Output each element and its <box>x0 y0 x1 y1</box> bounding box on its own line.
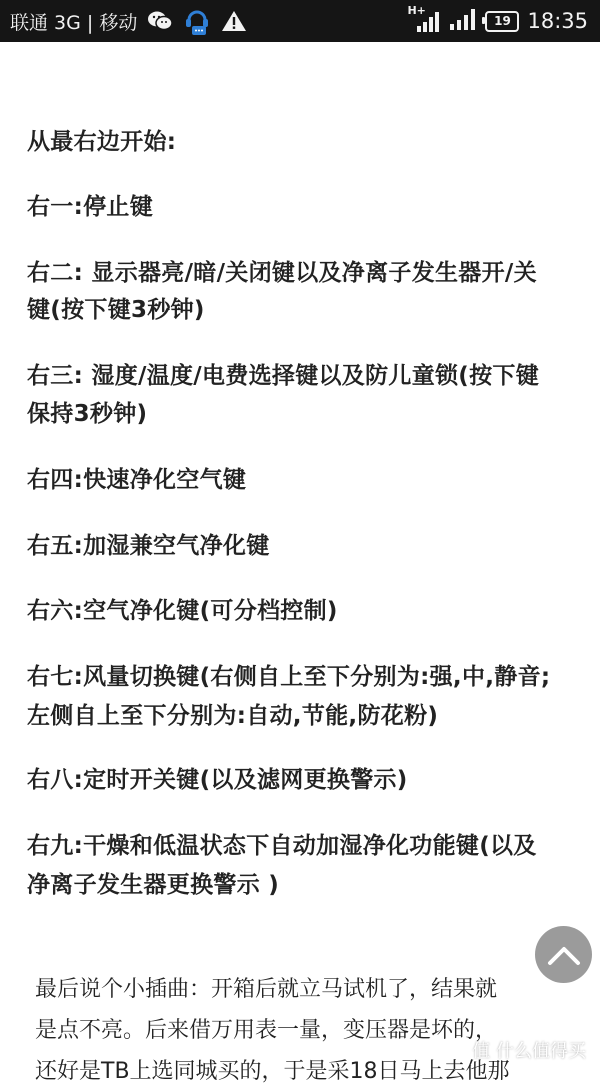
paragraph-line: 还好是TB上选同城买的，于是采18日马上去他那 <box>35 1059 510 1084</box>
article-line: 右五:加湿兼空气净化键 <box>27 533 270 559</box>
battery-level: 19 <box>494 14 511 28</box>
chevron-up-icon <box>547 944 581 966</box>
article-line: 右一:停止键 <box>27 194 153 220</box>
article-line: 右二: 显示器亮/暗/关闭键以及净离子发生器开/关 <box>27 260 537 286</box>
warning-icon <box>221 10 247 32</box>
status-right <box>399 0 588 42</box>
article-line: 右九:干燥和低温状态下自动加湿净化功能键(以及 <box>27 833 537 859</box>
status-bar <box>0 0 600 42</box>
article-line: 右六:空气净化键(可分档控制) <box>27 598 338 624</box>
status-left <box>10 0 247 42</box>
battery-icon <box>485 11 519 32</box>
article-line: 右四:快速净化空气键 <box>27 467 247 493</box>
paragraph-line: 最后说个小插曲：开箱后就立马试机了，结果就 <box>35 977 498 1002</box>
article-line: 右七:风量切换键(右侧自上至下分别为:强,中,静音; <box>27 664 551 690</box>
network-type-label: H+ <box>407 4 426 17</box>
signal-icon-2 <box>449 7 477 36</box>
clock: 18:35 <box>527 9 588 33</box>
article-line: 保持3秒钟) <box>27 401 148 427</box>
article-line: 净离子发生器更换警示 ) <box>27 872 280 898</box>
wechat-icon <box>147 10 173 32</box>
messenger-icon <box>183 6 211 36</box>
signal-icon <box>407 4 441 34</box>
article-line: 右三: 湿度/温度/电费选择键以及防儿童锁(按下键 <box>27 363 540 389</box>
article-heading: 从最右边开始: <box>27 129 177 155</box>
article-line: 右八:定时开关键(以及滤网更换警示) <box>27 767 408 793</box>
paragraph-line: 是点不亮。后来借万用表一量，变压器是坏的， <box>35 1018 498 1043</box>
article-line: 键(按下键3秒钟) <box>27 297 205 323</box>
watermark <box>472 1037 586 1063</box>
article-line: 左侧自上至下分别为:自动,节能,防花粉) <box>27 703 439 729</box>
watermark-text: 值 什么值得买 <box>472 1041 586 1062</box>
carrier-label: 联通 3G | 移动 <box>10 11 138 34</box>
scroll-to-top-button[interactable] <box>535 926 592 983</box>
